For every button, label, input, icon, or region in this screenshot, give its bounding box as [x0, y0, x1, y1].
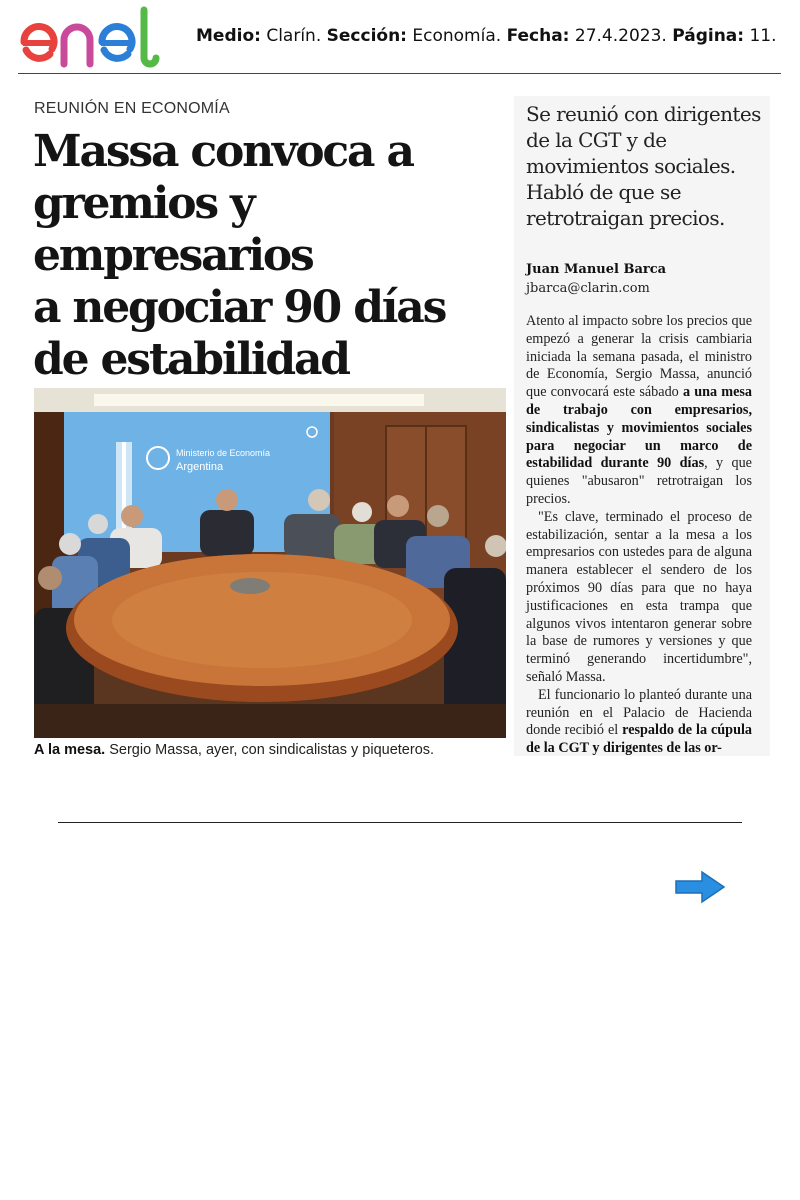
enel-logo: [18, 6, 180, 68]
author-email: jbarca@clarin.com: [526, 281, 650, 296]
footer-divider: [58, 822, 742, 823]
body-paragraph-1: Atento al impacto sobre los precios que empezó a generar la crisis cambiaria iniciada la semana pasada, el ministro de Economía, Sergio Massa, anunció que convocará este sábado a una mesa de trabajo con empresarios, sindicalistas y movimientos sociales para negociar un marco de estabilidad durante 90 días, y que quienes "abusaron" retrotraigan los precios.: [526, 313, 752, 507]
banner-line-1: Ministerio de Economía: [176, 448, 271, 458]
article-headline: Massa convoca a gremios y empresarios a negociar 90 días de estabilidad: [33, 126, 446, 385]
article-body: [526, 313, 752, 758]
body-paragraph-3: El funcionario lo planteó durante una reunión en el Palacio de Hacienda donde recibió el respaldo de la cúpula de la CGT y dirigentes de las or-: [526, 686, 752, 757]
banner-line-2: Argentina: [176, 461, 224, 473]
photo-caption: A la mesa. Sergio Massa, ayer, con sindicalistas y piqueteros.: [34, 742, 435, 758]
clipping-metadata: Medio: Clarín. Sección: Economía. Fecha: 27.4.2023. Página: 11.: [196, 26, 777, 46]
article-kicker: REUNIÓN EN ECONOMÍA: [34, 100, 230, 117]
clipping-header: [0, 0, 800, 76]
header-divider: [18, 73, 781, 74]
author-name: Juan Manuel Barca: [526, 262, 667, 277]
article-photo: [34, 388, 506, 738]
article-deck: Se reunió con dirigentes de la CGT y de movimientos sociales. Habló de que se retrotraigan precios.: [526, 102, 761, 230]
arrow-right-icon[interactable]: [674, 870, 726, 904]
body-paragraph-2: "Es clave, terminado el proceso de estabilización, sentar a la mesa a los empresarios con ustedes para de alguna manera establecer el sendero de los próximos 90 días para que no haya justificaciones en esta trampa que algunos vivos intentaron generar sobre la base de rumores y versiones y que terminó generando incertidumbre", señaló Massa.: [526, 508, 752, 685]
